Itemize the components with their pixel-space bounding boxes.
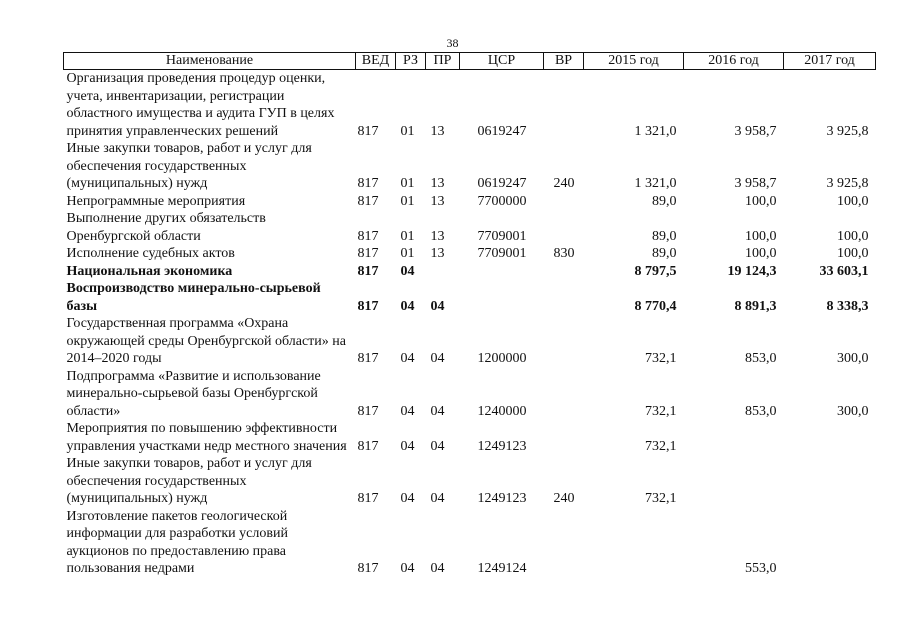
header-pr: ПР (426, 53, 460, 70)
row-vr (544, 508, 584, 578)
row-csr (460, 263, 544, 281)
row-2015: 1 321,0 (634, 123, 677, 139)
row-ved: 817 (357, 403, 379, 419)
header-2015: 2015 год (584, 53, 684, 70)
row-2016: 853,0 (745, 351, 777, 366)
row-name: Иные закупки товаров, работ и услуг для обеспечения государственных (муниципальных) нужд (66, 141, 312, 191)
row-vr (544, 315, 584, 368)
row-name: Организация проведения процедур оценки, учета, инвентаризации, регистрации областного имущества и аудита ГУП в целях принятия управленческих решений (66, 71, 335, 139)
row-csr: 0619247 (477, 176, 527, 191)
row-2017 (784, 420, 876, 455)
row-2017: 3 925,8 (826, 176, 869, 191)
row-2015: 8 797,5 (634, 263, 677, 279)
row-rz: 04 (400, 403, 415, 419)
page-number: 38 (446, 36, 459, 50)
row-2015: 89,0 (652, 246, 677, 261)
row-name: Выполнение других обязательств Оренбургской области (66, 211, 266, 244)
row-rz: 04 (400, 263, 415, 279)
row-2017: 100,0 (837, 193, 869, 209)
row-csr (460, 280, 544, 315)
header-2016: 2016 год (684, 53, 784, 70)
row-pr: 13 (430, 193, 445, 209)
row-2015: 1 321,0 (634, 176, 677, 191)
header-rz: РЗ (396, 53, 426, 70)
row-vr (544, 280, 584, 315)
header-vr: ВР (544, 53, 584, 70)
row-2016: 100,0 (745, 193, 777, 209)
row-rz: 04 (400, 491, 415, 506)
row-rz: 04 (400, 438, 415, 454)
row-csr: 0619247 (477, 123, 527, 139)
row-rz: 04 (400, 351, 415, 366)
row-pr: 04 (430, 351, 445, 366)
row-vr (544, 263, 584, 281)
row-2015: 732,1 (645, 351, 677, 366)
row-csr: 7709001 (477, 228, 527, 244)
row-pr: 04 (430, 403, 445, 419)
row-name: Непрограммные мероприятия (66, 193, 246, 209)
row-pr: 13 (430, 228, 445, 244)
row-name: Мероприятия по повышению эффективности управления участками недр местного значения (66, 421, 347, 454)
row-2015: 732,1 (645, 438, 677, 454)
row-csr: 1240000 (477, 403, 527, 419)
row-csr: 7700000 (477, 193, 527, 209)
row-ved: 817 (357, 176, 379, 191)
row-vr (544, 210, 584, 245)
row-2015: 732,1 (645, 491, 677, 506)
budget-table (63, 52, 876, 578)
row-name: Иные закупки товаров, работ и услуг для обеспечения государственных (муниципальных) нужд (66, 456, 312, 506)
row-2017 (784, 455, 876, 508)
table-row (64, 263, 876, 281)
row-2015: 8 770,4 (634, 298, 677, 314)
row-name: Исполнение судебных актов (66, 246, 235, 261)
row-vr (544, 70, 584, 141)
row-2016 (684, 455, 784, 508)
row-pr: 04 (430, 438, 445, 454)
row-rz: 01 (400, 228, 415, 244)
table-row (64, 368, 876, 421)
row-2016: 100,0 (745, 228, 777, 244)
table-row (64, 70, 876, 141)
row-pr: 04 (430, 561, 445, 576)
row-2017 (784, 508, 876, 578)
row-2017: 3 925,8 (826, 123, 869, 139)
row-ved: 817 (357, 193, 379, 209)
row-2017: 100,0 (837, 228, 869, 244)
row-vr (544, 193, 584, 211)
row-pr: 04 (430, 491, 445, 506)
row-2017: 300,0 (837, 351, 869, 366)
table-row (64, 280, 876, 315)
row-2015: 89,0 (652, 193, 677, 209)
row-2015: 89,0 (652, 228, 677, 244)
row-pr: 13 (430, 123, 445, 139)
row-ved: 817 (357, 246, 379, 261)
row-csr: 1249123 (477, 438, 527, 454)
row-rz: 01 (400, 176, 415, 191)
row-csr: 7709001 (477, 246, 527, 261)
row-csr: 1200000 (477, 351, 527, 366)
header-csr: ЦСР (460, 53, 544, 70)
header-2017: 2017 год (784, 53, 876, 70)
table-row (64, 210, 876, 245)
table-row (64, 508, 876, 578)
row-2015: 732,1 (645, 403, 677, 419)
row-name: Изготовление пакетов геологической информации для разработки условий аукционов по предоставлению права пользования недрами (66, 508, 288, 576)
table-header-row (64, 53, 876, 70)
row-csr: 1249123 (477, 491, 527, 506)
row-csr: 1249124 (477, 561, 527, 576)
row-name: Национальная экономика (66, 263, 233, 279)
row-2016: 100,0 (745, 246, 777, 261)
table-row (64, 140, 876, 193)
row-vr: 830 (553, 246, 575, 261)
row-2016: 3 958,7 (734, 123, 777, 139)
row-name: Подпрограмма «Развитие и использование минерально-сырьевой базы Оренбургской области» (66, 368, 321, 419)
table-row (64, 245, 876, 263)
row-2017: 33 603,1 (819, 263, 869, 279)
header-ved: ВЕД (356, 53, 396, 70)
row-rz: 04 (400, 298, 415, 314)
row-vr (544, 420, 584, 455)
row-2016: 19 124,3 (727, 263, 777, 279)
row-pr: 13 (430, 246, 445, 261)
row-2016: 8 891,3 (734, 298, 777, 314)
table-row (64, 420, 876, 455)
row-ved: 817 (357, 438, 379, 454)
row-2016: 553,0 (745, 561, 777, 576)
row-name: Воспроизводство минерально-сырьевой базы (66, 281, 321, 314)
row-2017: 100,0 (837, 246, 869, 261)
row-pr: 13 (430, 176, 445, 191)
row-rz: 01 (400, 123, 415, 139)
row-ved: 817 (357, 491, 379, 506)
table-row (64, 315, 876, 368)
row-ved: 817 (357, 263, 379, 279)
row-vr: 240 (553, 176, 575, 191)
row-2017: 8 338,3 (826, 298, 869, 314)
row-ved: 817 (357, 561, 379, 576)
row-pr: 04 (430, 298, 445, 314)
row-rz: 01 (400, 246, 415, 261)
row-2016: 853,0 (745, 403, 777, 419)
row-ved: 817 (357, 123, 379, 139)
row-2017: 300,0 (837, 403, 869, 419)
row-2015 (584, 508, 684, 578)
row-name: Государственная программа «Охрана окружающей среды Оренбургской области» на 2014–2020 годы (66, 316, 346, 366)
row-rz: 04 (400, 561, 415, 576)
header-name: Наименование (64, 53, 356, 70)
row-vr (544, 368, 584, 421)
table-body (64, 70, 876, 578)
row-2016: 3 958,7 (734, 176, 777, 191)
row-ved: 817 (357, 298, 379, 314)
row-ved: 817 (357, 228, 379, 244)
table-row (64, 455, 876, 508)
row-ved: 817 (357, 351, 379, 366)
row-rz: 01 (400, 193, 415, 209)
row-2016 (684, 420, 784, 455)
row-pr (426, 263, 460, 281)
row-vr: 240 (553, 491, 575, 506)
table-row (64, 193, 876, 211)
